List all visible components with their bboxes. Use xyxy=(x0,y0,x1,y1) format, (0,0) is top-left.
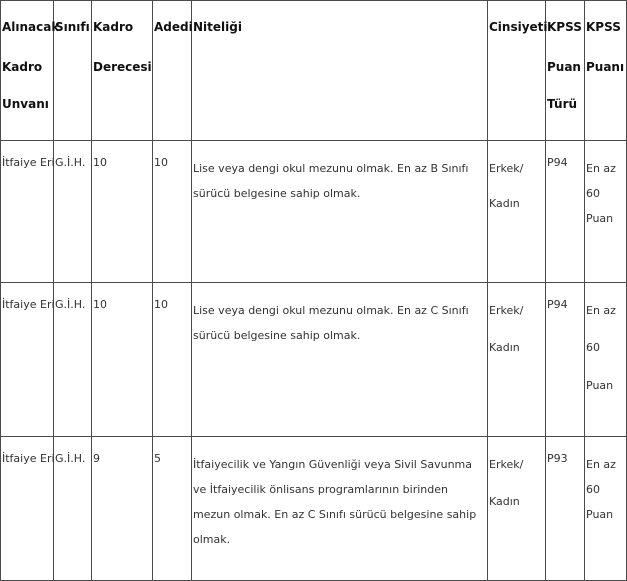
cell-kadro-derecesi: 9 xyxy=(92,437,153,581)
puan-line: En az xyxy=(586,304,616,317)
header-text: Kadro xyxy=(2,60,43,74)
cinsiyet-line: Erkek/ xyxy=(489,458,524,471)
header-text: Puanı xyxy=(586,60,625,74)
cell-niteligi xyxy=(192,141,488,283)
header-text: KPSS xyxy=(547,20,582,34)
table-row xyxy=(1,437,627,581)
cinsiyet-line: Kadın xyxy=(489,495,520,508)
puan-line: 60 xyxy=(586,341,600,354)
table-row xyxy=(1,141,627,283)
niteligi-line: ve İtfaiyecilik önlisans programlarının birinden xyxy=(193,483,448,496)
header-kpss-puan-turu xyxy=(546,1,585,141)
cinsiyet-line: Kadın xyxy=(489,197,520,210)
niteligi-line: sürücü belgesine sahip olmak. xyxy=(193,187,361,200)
cell-kpss-puani xyxy=(585,283,627,437)
cell-kpss-puani xyxy=(585,141,627,283)
cell-unvan: İtfaiye Eri xyxy=(1,141,54,283)
header-cinsiyeti xyxy=(488,1,546,141)
header-text: Niteliği xyxy=(193,20,242,34)
cinsiyet-line: Erkek/ xyxy=(489,162,524,175)
cell-cinsiyeti xyxy=(488,283,546,437)
niteligi-line: Lise veya dengi okul mezunu olmak. En az C Sınıfı xyxy=(193,304,469,317)
puan-line: En az xyxy=(586,162,616,175)
cinsiyet-line: Kadın xyxy=(489,341,520,354)
puan-line: Puan xyxy=(586,508,614,521)
header-sinifi xyxy=(54,1,92,141)
cell-sinifi: G.İ.H. xyxy=(54,141,92,283)
header-text: Unvanı xyxy=(2,97,49,111)
header-text: KPSS xyxy=(586,20,621,34)
puan-line: Puan xyxy=(586,212,614,225)
niteligi-line: İtfaiyecilik ve Yangın Güvenliği veya Sivil Savunma xyxy=(193,458,472,471)
cell-unvan: İtfaiye Eri xyxy=(1,437,54,581)
cell-adedi: 5 xyxy=(153,437,192,581)
header-adedi xyxy=(153,1,192,141)
header-text: Kadro xyxy=(93,20,134,34)
cell-unvan: İtfaiye Eri xyxy=(1,283,54,437)
header-text: Alınacak xyxy=(2,20,60,34)
puan-line: 60 xyxy=(586,187,600,200)
niteligi-line: olmak. xyxy=(193,533,231,546)
header-text: Türü xyxy=(547,97,578,111)
header-unvan xyxy=(1,1,60,141)
puan-line: 60 xyxy=(586,483,600,496)
cell-kpss-puan-turu: P93 xyxy=(546,437,585,581)
table-row xyxy=(1,283,627,437)
cell-sinifi: G.İ.H. xyxy=(54,283,92,437)
header-text: Sınıfı xyxy=(55,20,90,34)
niteligi-line: mezun olmak. En az C Sınıfı sürücü belgesine sahip xyxy=(193,508,477,521)
header-kadro-derecesi xyxy=(92,1,153,141)
puan-line: En az xyxy=(586,458,616,471)
cell-cinsiyeti xyxy=(488,141,546,283)
cell-kpss-puan-turu: P94 xyxy=(546,283,585,437)
header-niteligi xyxy=(192,1,488,141)
cell-niteligi xyxy=(192,283,488,437)
cell-kadro-derecesi: 10 xyxy=(92,283,153,437)
cinsiyet-line: Erkek/ xyxy=(489,304,524,317)
header-row xyxy=(1,1,627,141)
puan-line: Puan xyxy=(586,379,614,392)
cell-adedi: 10 xyxy=(153,141,192,283)
cell-kadro-derecesi: 10 xyxy=(92,141,153,283)
header-kpss-puani xyxy=(585,1,627,141)
cell-adedi: 10 xyxy=(153,283,192,437)
cell-kpss-puan-turu: P94 xyxy=(546,141,585,283)
header-text: Adedi xyxy=(154,20,193,34)
header-text: Puan xyxy=(547,60,581,74)
header-text: Cinsiyeti xyxy=(489,20,548,34)
header-text: Derecesi xyxy=(93,60,152,74)
niteligi-line: Lise veya dengi okul mezunu olmak. En az B Sınıfı xyxy=(193,162,469,175)
niteligi-line: sürücü belgesine sahip olmak. xyxy=(193,329,361,342)
cell-sinifi: G.İ.H. xyxy=(54,437,92,581)
cell-kpss-puani xyxy=(585,437,627,581)
cell-niteligi xyxy=(192,437,488,581)
cell-cinsiyeti xyxy=(488,437,546,581)
